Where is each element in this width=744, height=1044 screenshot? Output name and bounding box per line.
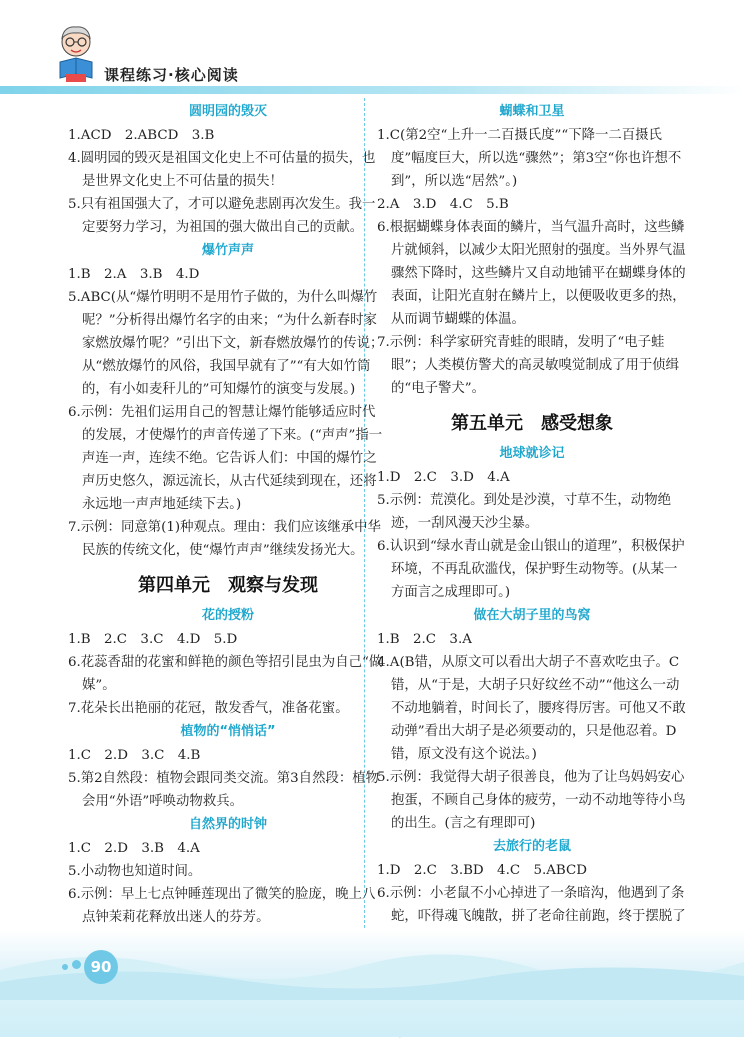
section-title: 做在大胡子里的鸟窝 (473, 608, 591, 623)
answer-line: 2.A 3.D 4.C 5.B (377, 197, 509, 212)
answer-line: 5.第2自然段：植物会跟同类交流。第3自然段：植物会用“外语”呼唤动物救兵。 (68, 771, 380, 809)
answer-line: 7.花朵长出艳丽的花冠，散发香气，准备花蜜。 (68, 701, 349, 716)
answer-line: 5.示例：荒漠化。到处是沙漠，寸草不生，动物绝迹，一刮风漫天沙尘暴。 (377, 493, 671, 531)
reading-child-mascot-icon (48, 22, 104, 86)
answer-line: 5.只有祖国强大了，才可以避免悲剧再次发生。我一定要努力学习，为祖国的强大做出自己的贡献。 (68, 197, 376, 235)
right-column (377, 100, 687, 1044)
section-title: 地球就诊记 (499, 446, 565, 461)
answer-line: 1.B 2.C 3.A (377, 632, 472, 647)
answer-line: 5.示例：我觉得大胡子很善良，他为了让鸟妈妈安心抱蛋，不顾自己身体的疲劳，一动不动地等待小鸟的出生。(言之有理即可) (377, 770, 686, 831)
answer-line: 6.认识到“绿水青山就是金山银山的道理”，积极保护环境，不再乱砍滥伐，保护野生动物等。(从某一方面言之成理即可。) (377, 539, 685, 600)
answer-line: 5.小动物也知道时间。 (68, 864, 202, 879)
decor-dot (72, 960, 81, 969)
answer-line: 4.A(B错，从原文可以看出大胡子不喜欢吃虫子。C错，从“于是，大胡子只好纹丝不动”“他这么一动不动地躺着，时间长了，腰疼得厉害。可他又不敢动弹”看出大胡子是必须要动的，只是他忍着。D错，原文没有这个说法。) (377, 655, 686, 762)
page-header (0, 0, 744, 95)
answer-line: 6.示例：早上七点钟睡莲现出了微笑的脸庞，晚上八点钟茉莉花释放出迷人的芬芳。 (68, 887, 376, 925)
section-title: 蝴蝶和卫星 (499, 104, 565, 119)
answer-line: 6.示例：小老鼠不小心掉进了一条暗沟，他遇到了条蛇，吓得魂飞魄散，拼了老命往前跑，终于摆脱了 (377, 886, 686, 924)
section-title: 自然界的时钟 (188, 817, 267, 832)
answer-line: 6.花蕊香甜的花蜜和鲜艳的颜色等招引昆虫为自己“做媒”。 (68, 655, 383, 693)
answer-line: 1.D 2.C 3.BD 4.C 5.ABCD (377, 863, 587, 878)
left-column (68, 100, 388, 929)
answer-line: 5.ABC(从“爆竹明明不是用竹子做的，为什么叫爆竹呢？”分析得出爆竹名字的由来；“为什么新春时家家燃放爆竹呢？”引出下文，新春燃放爆竹的传说；从“燃放爆竹的风俗，我国早就有了”“有大如竹筒的，有小如麦秆儿的”可知爆竹的演变与发展。) (68, 290, 384, 397)
answer-line: 7.示例：同意第(1)种观点。理由：我们应该继承中华民族的传统文化，使“爆竹声声”继续发扬光大。 (68, 520, 381, 558)
section-title: 植物的“悄悄话” (180, 724, 276, 739)
unit-title: 第五单元 感受想象 (451, 413, 613, 434)
decor-dot (62, 964, 68, 970)
answer-line: 1.C 2.D 3.B 4.A (68, 841, 200, 856)
answer-line: 7.示例：科学家研究青蛙的眼睛，发明了“电子蛙眼”；人类模仿警犬的高灵敏嗅觉制成了用于侦缉的“电子警犬”。 (377, 335, 680, 396)
section-title: 爆竹声声 (201, 243, 254, 258)
answer-line: 1.C(第2空“上升一二百摄氏度”“下降一二百摄氏度”幅度巨大，所以选“骤然”；第3空“你也许想不到”，所以选“居然”。) (377, 128, 682, 189)
answer-line: 6.根据蝴蝶身体表面的鳞片，当气温升高时，这些鳞片就倾斜，以减少太阳光照射的强度。当外界气温骤然下降时，这些鳞片又自动地铺平在蝴蝶身体的表面，让阳光直射在鳞片上，以便吸收更多的热，从而调节蝴蝶的体温。 (377, 220, 686, 327)
header-bar (0, 86, 744, 94)
answer-line: 4.圆明园的毁灭是祖国文化史上不可估量的损失，也是世界文化史上不可估量的损失！ (68, 151, 376, 189)
series-title: 课程练习·核心阅读 (104, 66, 239, 84)
answer-line: 6.示例：先祖们运用自己的智慧让爆竹能够适应时代的发展，才使爆竹的声音传递了下来。(“声声”指一声连一声，连续不绝。它告诉人们：中国的爆竹之声历史悠久，源远流长，从古代延续到现在，还将永远地一声声地延续下去。) (68, 405, 383, 512)
answer-line: 1.B 2.A 3.B 4.D (68, 267, 200, 282)
unit-title: 第四单元 观察与发现 (138, 575, 318, 596)
answer-line: 1.C 2.D 3.C 4.B (68, 748, 201, 763)
section-title: 去旅行的老鼠 (492, 839, 571, 854)
section-title: 圆明园的毁灭 (188, 104, 267, 119)
page-number: 90 (90, 958, 112, 976)
answer-line: 1.B 2.C 3.C 4.D 5.D (68, 632, 238, 647)
answer-line: 1.ACD 2.ABCD 3.B (68, 128, 215, 143)
answer-line: 1.D 2.C 3.D 4.A (377, 470, 510, 485)
section-title: 花的授粉 (201, 608, 254, 623)
